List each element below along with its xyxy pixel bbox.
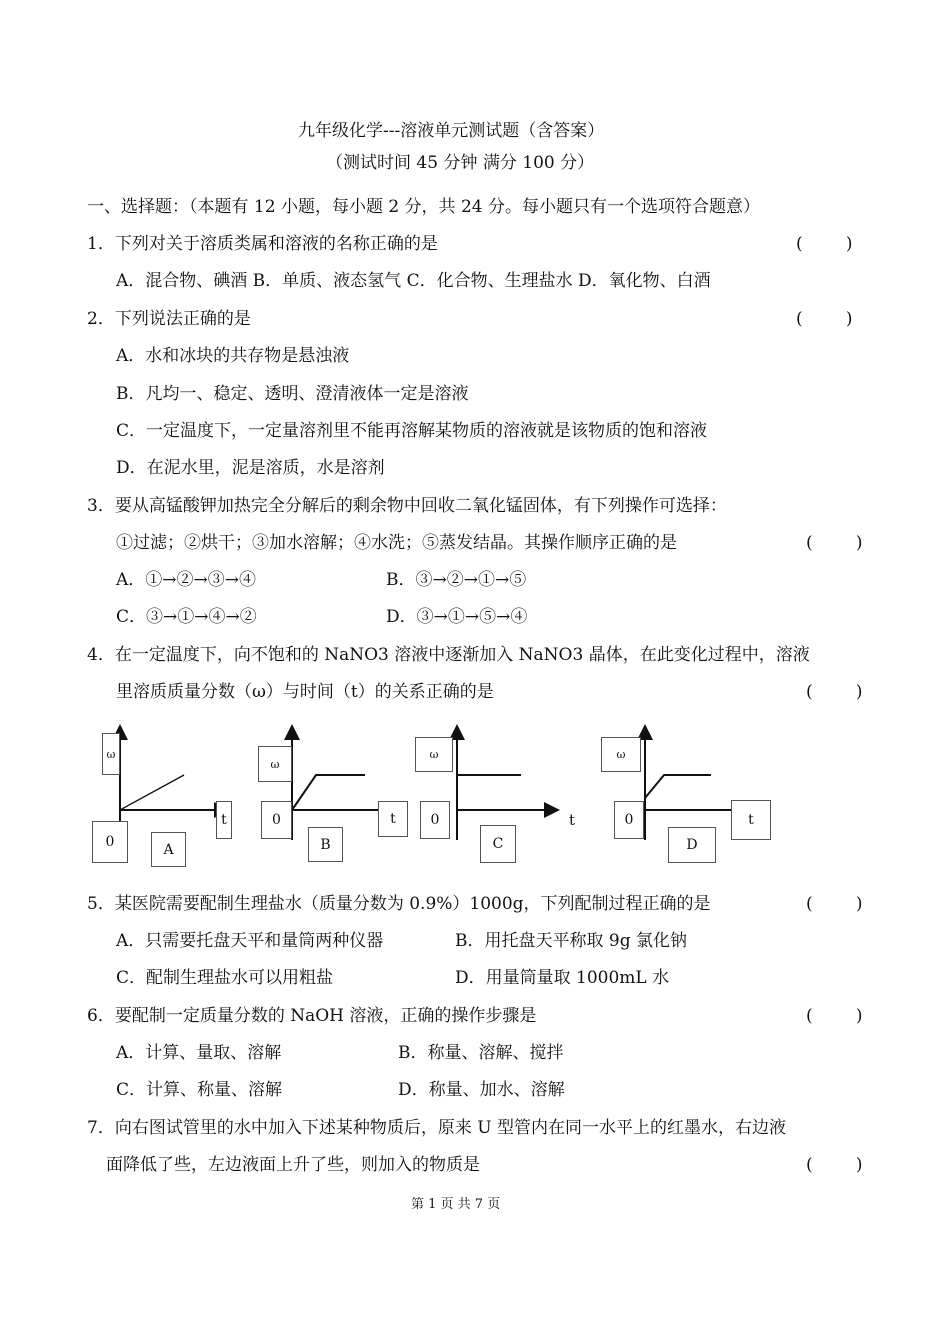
- answer-blank-7[interactable]: ( ): [806, 1155, 863, 1175]
- question-2-option-d: D．在泥水里，泥是溶质，水是溶剂: [116, 458, 385, 478]
- graph-a-x-label: t: [216, 801, 232, 839]
- question-2-stem: 2．下列说法正确的是: [87, 309, 251, 329]
- graph-b-y-label: ω: [258, 746, 292, 782]
- graph-c-name: C: [480, 825, 516, 863]
- answer-blank-2[interactable]: ( ): [796, 309, 853, 329]
- graph-a-curve: [120, 775, 184, 810]
- question-3-option-a: A．①→②→③→④: [116, 570, 257, 590]
- graph-a-name: A: [151, 832, 186, 867]
- question-5-option-a: A．只需要托盘天平和量筒两种仪器: [116, 931, 384, 951]
- question-3-option-c: C．③→①→④→②: [116, 607, 257, 627]
- question-3-option-b: B．③→②→①→⑤: [386, 570, 527, 590]
- answer-blank-1[interactable]: ( ): [796, 234, 853, 254]
- question-4-line2: 里溶质质量分数（ω）与时间（t）的关系正确的是: [116, 682, 494, 702]
- graph-b-origin-label: 0: [261, 801, 292, 839]
- question-5-option-c: C．配制生理盐水可以用粗盐: [116, 968, 334, 988]
- question-3-option-d: D．③→①→⑤→④: [386, 607, 528, 627]
- question-3-stem: 3．要从高锰酸钾加热完全分解后的剩余物中回收二氧化锰固体，有下列操作可选择：: [87, 496, 727, 516]
- graph-b-name: B: [308, 827, 343, 862]
- graph-d-name: D: [668, 827, 716, 863]
- question-7-stem: 7．向右图试管里的水中加入下述某种物质后，原来 U 型管内在同一水平上的红墨水，右边液: [87, 1118, 786, 1138]
- section-heading: 一、选择题：（本题有 12 小题，每小题 2 分，共 24 分。每小题只有一个选项符合题意）: [87, 197, 761, 217]
- answer-blank-6[interactable]: ( ): [806, 1006, 863, 1026]
- question-1-stem: 1．下列对关于溶质类属和溶液的名称正确的是: [87, 234, 438, 254]
- question-2-option-c: C．一定温度下，一定量溶剂里不能再溶解某物质的溶液就是该物质的饱和溶液: [116, 421, 708, 441]
- answer-blank-3[interactable]: ( ): [806, 533, 863, 553]
- graph-c-origin-label: 0: [420, 801, 450, 839]
- question-2-option-b: B．凡均一、稳定、透明、澄清液体一定是溶液: [116, 384, 469, 404]
- page-subtitle: （测试时间 45 分钟 满分 100 分）: [326, 153, 595, 173]
- question-1-options: A．混合物、碘酒 B．单质、液态氢气 C．化合物、生理盐水 D．氧化物、白酒: [116, 271, 711, 291]
- question-6-option-d: D．称量、加水、溶解: [398, 1080, 565, 1100]
- question-4-stem: 4．在一定温度下，向不饱和的 NaNO3 溶液中逐渐加入 NaNO3 晶体，在此变化过程中，溶液: [87, 645, 810, 665]
- page-footer: 第 1 页 共 7 页: [411, 1197, 501, 1212]
- graph-b-curve: [292, 775, 365, 810]
- question-6-option-c: C．计算、称量、溶解: [116, 1080, 283, 1100]
- graph-c-y-label: ω: [415, 737, 453, 772]
- graph-b-x-label: t: [378, 801, 408, 837]
- question-3-line2: ①过滤；②烘干；③加水溶解；④水洗；⑤蒸发结晶。其操作顺序正确的是: [116, 533, 677, 553]
- question-2-option-a: A．水和冰块的共存物是悬浊液: [116, 346, 350, 366]
- question-6-option-b: B．称量、溶解、搅拌: [398, 1043, 564, 1063]
- graph-c-x-label: t: [569, 811, 576, 829]
- answer-blank-4[interactable]: ( ): [806, 682, 863, 702]
- graph-d-x-label: t: [731, 800, 771, 840]
- answer-blank-5[interactable]: ( ): [806, 894, 863, 914]
- question-5-stem: 5．某医院需要配制生理盐水（质量分数为 0.9%）1000g，下列配制过程正确的是: [87, 894, 711, 914]
- question-6-stem: 6．要配制一定质量分数的 NaOH 溶液，正确的操作步骤是: [87, 1006, 537, 1026]
- graph-a-y-label: ω: [102, 733, 120, 775]
- graph-a-origin-label: 0: [92, 821, 128, 863]
- question-5-option-d: D．用量筒量取 1000mL 水: [455, 968, 670, 988]
- graph-c: [457, 726, 558, 840]
- graph-d-origin-label: 0: [614, 801, 644, 839]
- graph-d: [645, 726, 745, 840]
- question-6-option-a: A．计算、量取、溶解: [116, 1043, 282, 1063]
- graph-a: [120, 726, 228, 840]
- graph-d-y-label: ω: [601, 737, 641, 772]
- question-7-line2: 面降低了些，左边液面上升了些，则加入的物质是: [106, 1155, 480, 1175]
- page-title: 九年级化学---溶液单元测试题（含答案）: [298, 121, 605, 141]
- question-5-option-b: B．用托盘天平称取 9g 氯化钠: [455, 931, 687, 951]
- graph-d-curve: [645, 775, 711, 798]
